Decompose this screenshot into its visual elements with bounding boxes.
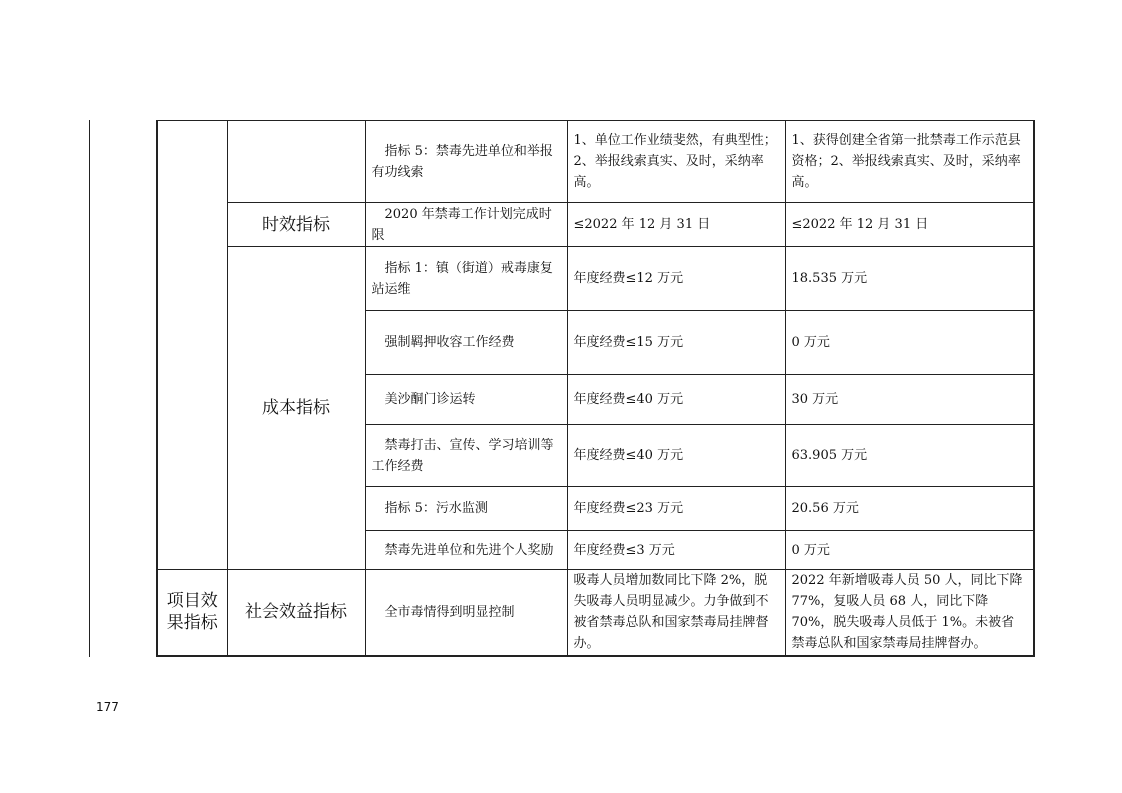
actual-cell: 1、获得创建全省第一批禁毒工作示范县资格；2、举报线索真实、及时，采纳率高。 (785, 121, 1034, 203)
category-project-effect: 项目效果指标 (157, 570, 227, 656)
indicator-cell: 指标 1：镇（街道）戒毒康复站运维 (365, 247, 567, 311)
actual-cell: 30 万元 (785, 375, 1034, 425)
actual-cell: 0 万元 (785, 531, 1034, 570)
table-row (157, 203, 1034, 247)
indicator-cell: 禁毒先进单位和先进个人奖励 (365, 531, 567, 570)
table-row (157, 121, 1034, 203)
indicator-cell: 指标 5：污水监测 (365, 487, 567, 531)
page-number: 177 (96, 700, 119, 714)
indicator-cell: 全市毒情得到明显控制 (365, 570, 567, 656)
indicator-cell: 2020 年禁毒工作计划完成时限 (365, 203, 567, 247)
performance-indicator-table (156, 120, 1035, 657)
actual-cell: 0 万元 (785, 311, 1034, 375)
target-cell: 年度经费≤12 万元 (567, 247, 785, 311)
table-row (157, 247, 1034, 311)
table-row (157, 570, 1034, 656)
subcategory-social-benefit: 社会效益指标 (227, 570, 365, 656)
target-cell: 年度经费≤15 万元 (567, 311, 785, 375)
indicator-cell: 美沙酮门诊运转 (365, 375, 567, 425)
actual-cell: 63.905 万元 (785, 425, 1034, 487)
empty-subcategory-cell (227, 121, 365, 203)
target-cell: 年度经费≤23 万元 (567, 487, 785, 531)
actual-cell: 2022 年新增吸毒人员 50 人，同比下降 77%，复吸人员 68 人，同比下降 70%，脱失吸毒人员低于 1%。未被省禁毒总队和国家禁毒局挂牌督办。 (785, 570, 1034, 656)
subcategory-timeliness: 时效指标 (227, 203, 365, 247)
actual-cell: ≤2022 年 12 月 31 日 (785, 203, 1034, 247)
subcategory-cost: 成本指标 (227, 247, 365, 570)
empty-category-cell (157, 121, 227, 570)
left-margin-rule (89, 120, 90, 657)
target-cell: 年度经费≤40 万元 (567, 375, 785, 425)
indicator-cell: 指标 5：禁毒先进单位和举报有功线索 (365, 121, 567, 203)
actual-cell: 18.535 万元 (785, 247, 1034, 311)
target-cell: 吸毒人员增加数同比下降 2%，脱失吸毒人员明显减少。力争做到不被省禁毒总队和国家禁毒局挂牌督办。 (567, 570, 785, 656)
target-cell: 年度经费≤40 万元 (567, 425, 785, 487)
indicator-cell: 禁毒打击、宣传、学习培训等工作经费 (365, 425, 567, 487)
target-cell: 年度经费≤3 万元 (567, 531, 785, 570)
target-cell: 1、单位工作业绩斐然，有典型性；2、举报线索真实、及时，采纳率高。 (567, 121, 785, 203)
actual-cell: 20.56 万元 (785, 487, 1034, 531)
indicator-cell: 强制羁押收容工作经费 (365, 311, 567, 375)
target-cell: ≤2022 年 12 月 31 日 (567, 203, 785, 247)
